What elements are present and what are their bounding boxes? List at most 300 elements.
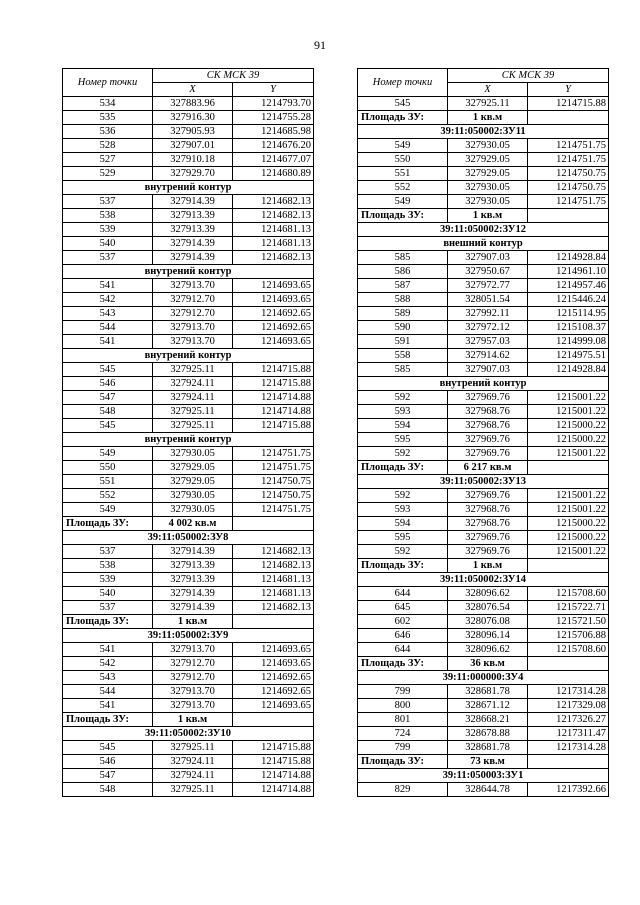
- section-header-row: [358, 125, 609, 139]
- area-empty-cell: [528, 559, 609, 573]
- point-row: [358, 363, 609, 377]
- area-label: Площадь ЗУ:: [358, 657, 448, 671]
- x-coordinate-cell: 327957.03: [448, 335, 528, 349]
- y-coordinate-cell: 1214676.20: [233, 139, 314, 153]
- y-coordinate-cell: 1214715.88: [233, 419, 314, 433]
- point-row: [63, 391, 314, 405]
- x-coordinate-cell: 327912.70: [153, 657, 233, 671]
- point-number-cell: 594: [358, 517, 448, 531]
- area-empty-cell: [528, 657, 609, 671]
- y-coordinate-cell: 1214681.13: [233, 587, 314, 601]
- point-number-cell: 586: [358, 265, 448, 279]
- point-row: [63, 643, 314, 657]
- y-coordinate-cell: 1214928.84: [528, 363, 609, 377]
- y-coordinate-cell: 1214693.65: [233, 279, 314, 293]
- point-row: [63, 685, 314, 699]
- section-title: внутрений контур: [63, 433, 314, 447]
- x-coordinate-cell: 327929.05: [153, 461, 233, 475]
- point-row: [358, 321, 609, 335]
- point-number-cell: 541: [63, 335, 153, 349]
- y-coordinate-cell: 1214975.51: [528, 349, 609, 363]
- y-coordinate-cell: 1214685.98: [233, 125, 314, 139]
- coordinates-table-right: [357, 68, 609, 797]
- x-coordinate-cell: 327913.39: [153, 559, 233, 573]
- x-coordinate-cell: 327929.05: [153, 475, 233, 489]
- y-header: Y: [528, 83, 609, 97]
- point-number-header: Номер точки: [63, 69, 153, 97]
- point-row: [63, 573, 314, 587]
- section-header-row: [358, 769, 609, 783]
- point-number-cell: 646: [358, 629, 448, 643]
- area-empty-cell: [528, 111, 609, 125]
- section-header-row: [358, 237, 609, 251]
- y-coordinate-cell: 1214715.88: [233, 377, 314, 391]
- point-row: [63, 755, 314, 769]
- point-row: [63, 783, 314, 797]
- point-number-cell: 541: [63, 279, 153, 293]
- point-row: [63, 97, 314, 111]
- point-number-cell: 644: [358, 587, 448, 601]
- area-value: 1 кв.м: [448, 209, 528, 223]
- x-coordinate-cell: 327907.01: [153, 139, 233, 153]
- point-number-cell: 550: [63, 461, 153, 475]
- x-coordinate-cell: 328096.14: [448, 629, 528, 643]
- area-label: Площадь ЗУ:: [358, 111, 448, 125]
- x-coordinate-cell: 327913.70: [153, 321, 233, 335]
- area-row: [358, 461, 609, 475]
- area-empty-cell: [233, 615, 314, 629]
- point-row: [63, 601, 314, 615]
- y-coordinate-cell: 1214681.13: [233, 573, 314, 587]
- y-coordinate-cell: 1214750.75: [528, 167, 609, 181]
- point-row: [63, 251, 314, 265]
- point-number-cell: 535: [63, 111, 153, 125]
- coordinates-body-left: [63, 97, 314, 797]
- x-coordinate-cell: 327913.39: [153, 223, 233, 237]
- section-header-row: [358, 671, 609, 685]
- area-row: [358, 755, 609, 769]
- point-number-cell: 547: [63, 391, 153, 405]
- x-coordinate-cell: 327924.11: [153, 769, 233, 783]
- point-number-cell: 540: [63, 237, 153, 251]
- area-empty-cell: [528, 461, 609, 475]
- y-coordinate-cell: 1214682.13: [233, 195, 314, 209]
- point-number-cell: 592: [358, 391, 448, 405]
- point-number-cell: 545: [358, 97, 448, 111]
- point-row: [358, 307, 609, 321]
- point-number-cell: 537: [63, 601, 153, 615]
- x-coordinate-cell: 327968.76: [448, 405, 528, 419]
- x-coordinate-cell: 327910.18: [153, 153, 233, 167]
- x-coordinate-cell: 327916.30: [153, 111, 233, 125]
- point-number-cell: 585: [358, 251, 448, 265]
- point-row: [358, 279, 609, 293]
- point-row: [63, 503, 314, 517]
- point-number-cell: 588: [358, 293, 448, 307]
- point-row: [63, 377, 314, 391]
- x-coordinate-cell: 327969.76: [448, 531, 528, 545]
- x-coordinate-cell: 327950.67: [448, 265, 528, 279]
- coordinates-table-left: [62, 68, 314, 797]
- x-coordinate-cell: 327930.05: [448, 181, 528, 195]
- y-coordinate-cell: 1214680.89: [233, 167, 314, 181]
- point-number-cell: 544: [63, 685, 153, 699]
- y-coordinate-cell: 1215000.22: [528, 419, 609, 433]
- point-number-cell: 587: [358, 279, 448, 293]
- point-row: [63, 657, 314, 671]
- y-coordinate-cell: 1214682.13: [233, 251, 314, 265]
- y-coordinate-cell: 1214751.75: [233, 503, 314, 517]
- x-coordinate-cell: 327930.05: [153, 503, 233, 517]
- point-row: [63, 335, 314, 349]
- section-title: 39:11:050002:ЗУ14: [358, 573, 609, 587]
- y-coordinate-cell: 1214751.75: [233, 461, 314, 475]
- y-coordinate-cell: 1214714.88: [233, 405, 314, 419]
- x-coordinate-cell: 327930.05: [153, 447, 233, 461]
- point-row: [358, 545, 609, 559]
- section-title: 39:11:050002:ЗУ12: [358, 223, 609, 237]
- y-coordinate-cell: 1214682.13: [233, 559, 314, 573]
- point-number-cell: 543: [63, 307, 153, 321]
- section-header-row: [358, 377, 609, 391]
- x-coordinate-cell: 327914.39: [153, 601, 233, 615]
- y-coordinate-cell: 1214957.46: [528, 279, 609, 293]
- point-row: [63, 587, 314, 601]
- point-row: [63, 237, 314, 251]
- x-coordinate-cell: 328678.88: [448, 727, 528, 741]
- y-coordinate-cell: 1217392.66: [528, 783, 609, 797]
- y-coordinate-cell: 1214999.08: [528, 335, 609, 349]
- point-number-header: Номер точки: [358, 69, 448, 97]
- point-number-cell: 537: [63, 545, 153, 559]
- point-row: [63, 405, 314, 419]
- y-coordinate-cell: 1214682.13: [233, 209, 314, 223]
- area-label: Площадь ЗУ:: [63, 615, 153, 629]
- y-coordinate-cell: 1214692.65: [233, 321, 314, 335]
- point-row: [358, 727, 609, 741]
- x-coordinate-cell: 327930.05: [448, 195, 528, 209]
- y-coordinate-cell: 1214692.65: [233, 685, 314, 699]
- y-coordinate-cell: 1215114.95: [528, 307, 609, 321]
- y-coordinate-cell: 1214751.75: [528, 153, 609, 167]
- point-number-cell: 549: [63, 447, 153, 461]
- y-coordinate-cell: 1215708.60: [528, 643, 609, 657]
- point-row: [358, 405, 609, 419]
- point-number-cell: 589: [358, 307, 448, 321]
- x-coordinate-cell: 328051.54: [448, 293, 528, 307]
- point-row: [358, 587, 609, 601]
- section-title: внутрений контур: [63, 181, 314, 195]
- point-number-cell: 550: [358, 153, 448, 167]
- point-number-cell: 544: [63, 321, 153, 335]
- x-coordinate-cell: 327929.70: [153, 167, 233, 181]
- area-label: Площадь ЗУ:: [358, 559, 448, 573]
- y-coordinate-cell: 1215000.22: [528, 531, 609, 545]
- x-coordinate-cell: 327913.70: [153, 643, 233, 657]
- point-number-cell: 591: [358, 335, 448, 349]
- area-label: Площадь ЗУ:: [63, 713, 153, 727]
- point-number-cell: 538: [63, 559, 153, 573]
- point-number-cell: 644: [358, 643, 448, 657]
- x-coordinate-cell: 327924.11: [153, 377, 233, 391]
- point-row: [63, 545, 314, 559]
- x-header: X: [153, 83, 233, 97]
- point-row: [63, 223, 314, 237]
- point-number-cell: 539: [63, 223, 153, 237]
- x-header: X: [448, 83, 528, 97]
- section-title: внешний контур: [358, 237, 609, 251]
- y-coordinate-cell: 1214682.13: [233, 545, 314, 559]
- point-row: [358, 139, 609, 153]
- point-row: [63, 741, 314, 755]
- x-coordinate-cell: 327913.70: [153, 685, 233, 699]
- point-row: [63, 769, 314, 783]
- point-row: [63, 671, 314, 685]
- area-empty-cell: [233, 713, 314, 727]
- x-coordinate-cell: 327969.76: [448, 489, 528, 503]
- point-number-cell: 545: [63, 363, 153, 377]
- point-row: [63, 307, 314, 321]
- x-coordinate-cell: 327913.39: [153, 573, 233, 587]
- point-number-cell: 546: [63, 377, 153, 391]
- y-coordinate-cell: 1214751.75: [233, 447, 314, 461]
- point-number-cell: 541: [63, 643, 153, 657]
- point-number-cell: 543: [63, 671, 153, 685]
- x-coordinate-cell: 327930.05: [153, 489, 233, 503]
- area-value: 73 кв.м: [448, 755, 528, 769]
- section-header-row: [63, 349, 314, 363]
- point-row: [63, 111, 314, 125]
- point-number-cell: 549: [63, 503, 153, 517]
- x-coordinate-cell: 327969.76: [448, 433, 528, 447]
- x-coordinate-cell: 327914.39: [153, 545, 233, 559]
- point-number-cell: 549: [358, 195, 448, 209]
- coordinate-system-header: СК МСК 39: [153, 69, 314, 83]
- point-row: [358, 167, 609, 181]
- point-number-cell: 558: [358, 349, 448, 363]
- x-coordinate-cell: 327905.93: [153, 125, 233, 139]
- point-row: [358, 153, 609, 167]
- point-row: [358, 335, 609, 349]
- point-row: [358, 699, 609, 713]
- x-coordinate-cell: 328681.78: [448, 741, 528, 755]
- x-coordinate-cell: 327914.39: [153, 587, 233, 601]
- area-empty-cell: [528, 209, 609, 223]
- x-coordinate-cell: 327968.76: [448, 419, 528, 433]
- point-row: [63, 699, 314, 713]
- area-value: 36 кв.м: [448, 657, 528, 671]
- section-header-row: [63, 433, 314, 447]
- x-coordinate-cell: 328644.78: [448, 783, 528, 797]
- y-coordinate-cell: 1214693.65: [233, 335, 314, 349]
- point-number-cell: 592: [358, 545, 448, 559]
- y-coordinate-cell: 1214715.88: [528, 97, 609, 111]
- point-number-cell: 546: [63, 755, 153, 769]
- point-row: [358, 685, 609, 699]
- x-coordinate-cell: 327969.76: [448, 391, 528, 405]
- area-row: [358, 657, 609, 671]
- point-number-cell: 528: [63, 139, 153, 153]
- area-row: [358, 111, 609, 125]
- y-coordinate-cell: 1214750.75: [233, 489, 314, 503]
- point-number-cell: 540: [63, 587, 153, 601]
- x-coordinate-cell: 328681.78: [448, 685, 528, 699]
- section-title: 39:11:050002:ЗУ10: [63, 727, 314, 741]
- x-coordinate-cell: 327913.39: [153, 209, 233, 223]
- point-number-cell: 552: [358, 181, 448, 195]
- y-coordinate-cell: 1215000.22: [528, 517, 609, 531]
- x-coordinate-cell: 327972.12: [448, 321, 528, 335]
- y-coordinate-cell: 1217311.47: [528, 727, 609, 741]
- section-title: 39:11:050002:ЗУ8: [63, 531, 314, 545]
- point-number-cell: 551: [63, 475, 153, 489]
- x-coordinate-cell: 327968.76: [448, 503, 528, 517]
- point-number-cell: 552: [63, 489, 153, 503]
- x-coordinate-cell: 327925.11: [153, 405, 233, 419]
- x-coordinate-cell: 327914.39: [153, 237, 233, 251]
- point-row: [63, 475, 314, 489]
- area-value: 1 кв.м: [448, 559, 528, 573]
- point-number-cell: 537: [63, 251, 153, 265]
- section-header-row: [63, 727, 314, 741]
- point-row: [358, 433, 609, 447]
- y-coordinate-cell: 1215708.60: [528, 587, 609, 601]
- point-number-cell: 538: [63, 209, 153, 223]
- y-coordinate-cell: 1214692.65: [233, 671, 314, 685]
- point-number-cell: 551: [358, 167, 448, 181]
- point-number-cell: 594: [358, 419, 448, 433]
- area-value: 4 002 кв.м: [153, 517, 233, 531]
- point-row: [63, 279, 314, 293]
- x-coordinate-cell: 327912.70: [153, 293, 233, 307]
- point-number-cell: 585: [358, 363, 448, 377]
- y-coordinate-cell: 1215000.22: [528, 433, 609, 447]
- x-coordinate-cell: 327925.11: [153, 741, 233, 755]
- point-row: [63, 139, 314, 153]
- point-row: [358, 251, 609, 265]
- area-row: [358, 559, 609, 573]
- point-row: [358, 615, 609, 629]
- y-coordinate-cell: 1214751.75: [528, 195, 609, 209]
- y-coordinate-cell: 1214693.65: [233, 699, 314, 713]
- point-row: [63, 153, 314, 167]
- point-number-cell: 542: [63, 293, 153, 307]
- y-coordinate-cell: 1214682.13: [233, 601, 314, 615]
- point-row: [358, 293, 609, 307]
- y-coordinate-cell: 1215001.22: [528, 489, 609, 503]
- area-label: Площадь ЗУ:: [358, 461, 448, 475]
- point-number-cell: 537: [63, 195, 153, 209]
- x-coordinate-cell: 327883.96: [153, 97, 233, 111]
- point-row: [358, 531, 609, 545]
- x-coordinate-cell: 327914.62: [448, 349, 528, 363]
- area-label: Площадь ЗУ:: [358, 755, 448, 769]
- point-row: [358, 97, 609, 111]
- area-label: Площадь ЗУ:: [358, 209, 448, 223]
- section-title: внутрений контур: [358, 377, 609, 391]
- area-value: 1 кв.м: [448, 111, 528, 125]
- point-number-cell: 593: [358, 503, 448, 517]
- y-coordinate-cell: 1215446.24: [528, 293, 609, 307]
- y-coordinate-cell: 1215706.88: [528, 629, 609, 643]
- area-row: [358, 209, 609, 223]
- y-coordinate-cell: 1214692.65: [233, 307, 314, 321]
- y-coordinate-cell: 1214961.10: [528, 265, 609, 279]
- section-title: 39:11:050002:ЗУ11: [358, 125, 609, 139]
- x-coordinate-cell: 327969.76: [448, 545, 528, 559]
- point-row: [358, 181, 609, 195]
- x-coordinate-cell: 327924.11: [153, 391, 233, 405]
- point-number-cell: 536: [63, 125, 153, 139]
- point-number-cell: 593: [358, 405, 448, 419]
- y-coordinate-cell: 1214715.88: [233, 363, 314, 377]
- y-coordinate-cell: 1214693.65: [233, 293, 314, 307]
- x-coordinate-cell: 327914.39: [153, 251, 233, 265]
- point-number-cell: 548: [63, 783, 153, 797]
- point-row: [358, 265, 609, 279]
- y-coordinate-cell: 1217314.28: [528, 741, 609, 755]
- y-coordinate-cell: 1214693.65: [233, 657, 314, 671]
- point-number-cell: 547: [63, 769, 153, 783]
- point-number-cell: 800: [358, 699, 448, 713]
- point-number-cell: 602: [358, 615, 448, 629]
- point-row: [63, 209, 314, 223]
- point-number-cell: 545: [63, 741, 153, 755]
- y-coordinate-cell: 1214751.75: [528, 139, 609, 153]
- point-number-cell: 539: [63, 573, 153, 587]
- section-header-row: [63, 531, 314, 545]
- point-number-cell: 592: [358, 489, 448, 503]
- x-coordinate-cell: 327925.11: [153, 419, 233, 433]
- section-title: внутрений контур: [63, 349, 314, 363]
- point-row: [63, 195, 314, 209]
- area-row: [63, 517, 314, 531]
- area-label: Площадь ЗУ:: [63, 517, 153, 531]
- point-number-cell: 799: [358, 741, 448, 755]
- section-header-row: [63, 265, 314, 279]
- page-number: 91: [314, 38, 326, 52]
- point-number-cell: 829: [358, 783, 448, 797]
- x-coordinate-cell: 328076.08: [448, 615, 528, 629]
- x-coordinate-cell: 327929.05: [448, 167, 528, 181]
- point-row: [358, 489, 609, 503]
- y-coordinate-cell: 1214693.65: [233, 643, 314, 657]
- point-number-cell: 645: [358, 601, 448, 615]
- y-header: Y: [233, 83, 314, 97]
- point-row: [63, 125, 314, 139]
- point-row: [63, 559, 314, 573]
- y-coordinate-cell: 1214755.28: [233, 111, 314, 125]
- point-row: [63, 461, 314, 475]
- area-row: [63, 615, 314, 629]
- point-number-cell: 545: [63, 419, 153, 433]
- y-coordinate-cell: 1214714.88: [233, 783, 314, 797]
- x-coordinate-cell: 327968.76: [448, 517, 528, 531]
- y-coordinate-cell: 1215001.22: [528, 391, 609, 405]
- point-number-cell: 548: [63, 405, 153, 419]
- point-row: [358, 419, 609, 433]
- x-coordinate-cell: 327929.05: [448, 153, 528, 167]
- y-coordinate-cell: 1214677.07: [233, 153, 314, 167]
- point-row: [63, 167, 314, 181]
- point-number-cell: 724: [358, 727, 448, 741]
- x-coordinate-cell: 328076.54: [448, 601, 528, 615]
- point-number-cell: 592: [358, 447, 448, 461]
- y-coordinate-cell: 1214750.75: [528, 181, 609, 195]
- x-coordinate-cell: 328668.21: [448, 713, 528, 727]
- y-coordinate-cell: 1215001.22: [528, 545, 609, 559]
- y-coordinate-cell: 1215001.22: [528, 503, 609, 517]
